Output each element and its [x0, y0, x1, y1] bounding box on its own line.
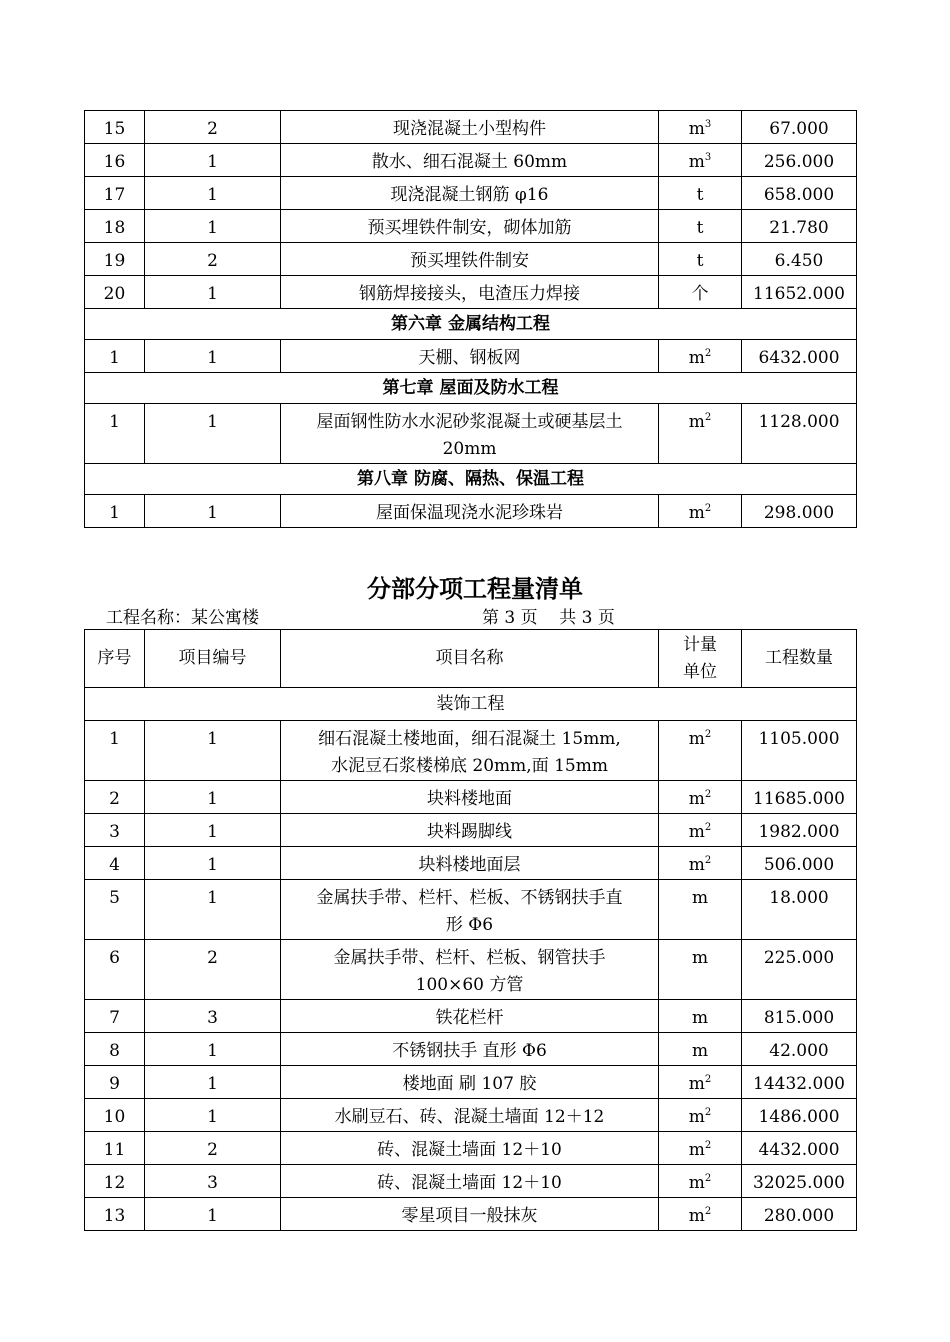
- seq-cell: 1: [85, 495, 145, 528]
- code-cell: 2: [145, 243, 281, 276]
- table-row: [85, 1066, 857, 1099]
- code-cell: 1: [145, 495, 281, 528]
- table-header-row: [85, 630, 857, 688]
- item-name-cell: 砖、混凝土墙面 12＋10: [281, 1132, 659, 1165]
- code-cell: 1: [145, 340, 281, 373]
- seq-cell: 13: [85, 1198, 145, 1231]
- item-name-cell: 金属扶手带、栏杆、栏板、钢管扶手 100×60 方管: [281, 940, 659, 1000]
- table-row: [85, 243, 857, 276]
- seq-cell: 6: [85, 940, 145, 1000]
- code-cell: 1: [145, 1033, 281, 1066]
- table-row: [85, 1198, 857, 1231]
- unit-cell: $m^2$: [659, 1198, 742, 1231]
- table-row: [85, 144, 857, 177]
- unit-cell: $m^3$: [659, 144, 742, 177]
- quantity-cell: 506.000: [742, 847, 857, 880]
- seq-cell: 3: [85, 814, 145, 847]
- seq-cell: 2: [85, 781, 145, 814]
- table-row: [85, 781, 857, 814]
- item-name-cell: 块料楼地面层: [281, 847, 659, 880]
- table-row: [85, 340, 857, 373]
- seq-cell: 1: [85, 404, 145, 464]
- seq-cell: 1: [85, 721, 145, 781]
- table-row: [85, 404, 857, 464]
- unit-cell: 个: [659, 276, 742, 309]
- table-row: [85, 1000, 857, 1033]
- quantity-cell: 225.000: [742, 940, 857, 1000]
- table-row: [85, 1165, 857, 1198]
- seq-cell: 10: [85, 1099, 145, 1132]
- code-cell: 1: [145, 781, 281, 814]
- quantity-cell: 658.000: [742, 177, 857, 210]
- seq-cell: 7: [85, 1000, 145, 1033]
- code-cell: 1: [145, 1198, 281, 1231]
- quantity-cell: 280.000: [742, 1198, 857, 1231]
- header-quantity: 工程数量: [742, 630, 857, 688]
- code-cell: 1: [145, 1099, 281, 1132]
- code-cell: 1: [145, 210, 281, 243]
- unit-cell: $m^2$: [659, 495, 742, 528]
- code-cell: 1: [145, 276, 281, 309]
- header-name: 项目名称: [281, 630, 659, 688]
- table-row: [85, 721, 857, 781]
- quantity-cell: 42.000: [742, 1033, 857, 1066]
- table-row: [85, 1033, 857, 1066]
- quantity-cell: 67.000: [742, 111, 857, 144]
- quantity-cell: 11652.000: [742, 276, 857, 309]
- table-row: [85, 880, 857, 940]
- code-cell: 1: [145, 721, 281, 781]
- quantity-cell: 298.000: [742, 495, 857, 528]
- table-row: [85, 177, 857, 210]
- chapter-heading-row: [85, 373, 857, 404]
- code-cell: 2: [145, 940, 281, 1000]
- seq-cell: 9: [85, 1066, 145, 1099]
- quantity-cell: 1486.000: [742, 1099, 857, 1132]
- table-row: [85, 940, 857, 1000]
- section-heading-row: [85, 688, 857, 721]
- quantity-cell: 21.780: [742, 210, 857, 243]
- project-name: 工程名称：某公寓楼: [106, 608, 259, 628]
- seq-cell: 4: [85, 847, 145, 880]
- seq-cell: 8: [85, 1033, 145, 1066]
- seq-cell: 20: [85, 276, 145, 309]
- item-name-cell: 不锈钢扶手 直形 Φ6: [281, 1033, 659, 1066]
- page-number-info: 第 3 页 共 3 页: [482, 608, 615, 628]
- unit-cell: t: [659, 177, 742, 210]
- item-name-cell: 现浇混凝土小型构件: [281, 111, 659, 144]
- unit-cell: m: [659, 880, 742, 940]
- unit-cell: m: [659, 1033, 742, 1066]
- unit-cell: m: [659, 940, 742, 1000]
- item-name-cell: 预买埋铁件制安，砌体加筋: [281, 210, 659, 243]
- quantity-cell: 1982.000: [742, 814, 857, 847]
- item-name-cell: 现浇混凝土钢筋 φ16: [281, 177, 659, 210]
- quantity-cell: 14432.000: [742, 1066, 857, 1099]
- table-row: [85, 1099, 857, 1132]
- seq-cell: 15: [85, 111, 145, 144]
- item-name-cell: 水刷豆石、砖、混凝土墙面 12＋12: [281, 1099, 659, 1132]
- code-cell: 1: [145, 814, 281, 847]
- unit-cell: t: [659, 243, 742, 276]
- item-name-cell: 天棚、钢板网: [281, 340, 659, 373]
- seq-cell: 16: [85, 144, 145, 177]
- table-row: [85, 1132, 857, 1165]
- seq-cell: 11: [85, 1132, 145, 1165]
- item-name-cell: 屋面保温现浇水泥珍珠岩: [281, 495, 659, 528]
- item-name-cell: 楼地面 刷 107 胶: [281, 1066, 659, 1099]
- table-row: [85, 111, 857, 144]
- seq-cell: 17: [85, 177, 145, 210]
- chapter-heading: 第七章 屋面及防水工程: [85, 373, 857, 404]
- unit-cell: $m^3$: [659, 111, 742, 144]
- quantity-cell: 256.000: [742, 144, 857, 177]
- header-code: 项目编号: [145, 630, 281, 688]
- quantity-cell: 1128.000: [742, 404, 857, 464]
- seq-cell: 5: [85, 880, 145, 940]
- code-cell: 2: [145, 1132, 281, 1165]
- unit-cell: $m^2$: [659, 721, 742, 781]
- item-name-cell: 细石混凝土楼地面，细石混凝土 15mm, 水泥豆石浆楼梯底 20mm,面 15mm: [281, 721, 659, 781]
- item-name-cell: 铁花栏杆: [281, 1000, 659, 1033]
- item-name-cell: 砖、混凝土墙面 12＋10: [281, 1165, 659, 1198]
- item-name-cell: 块料踢脚线: [281, 814, 659, 847]
- quantity-cell: 11685.000: [742, 781, 857, 814]
- quantity-cell: 18.000: [742, 880, 857, 940]
- item-name-cell: 预买埋铁件制安: [281, 243, 659, 276]
- quantity-cell: 815.000: [742, 1000, 857, 1033]
- table-row: [85, 276, 857, 309]
- item-name-cell: 零星项目一般抹灰: [281, 1198, 659, 1231]
- code-cell: 1: [145, 177, 281, 210]
- seq-cell: 1: [85, 340, 145, 373]
- unit-cell: $m^2$: [659, 847, 742, 880]
- quantity-cell: 32025.000: [742, 1165, 857, 1198]
- code-cell: 3: [145, 1165, 281, 1198]
- quantity-cell: 6432.000: [742, 340, 857, 373]
- item-name-cell: 金属扶手带、栏杆、栏板、不锈钢扶手直 形 Φ6: [281, 880, 659, 940]
- item-name-cell: 散水、细石混凝土 60mm: [281, 144, 659, 177]
- code-cell: 1: [145, 847, 281, 880]
- chapter-heading-row: [85, 464, 857, 495]
- chapter-heading: 第八章 防腐、隔热、保温工程: [85, 464, 857, 495]
- code-cell: 2: [145, 111, 281, 144]
- chapter-heading: 第六章 金属结构工程: [85, 309, 857, 340]
- unit-cell: t: [659, 210, 742, 243]
- header-seq: 序号: [85, 630, 145, 688]
- quantity-cell: 4432.000: [742, 1132, 857, 1165]
- code-cell: 1: [145, 880, 281, 940]
- document-title: 分部分项工程量清单: [367, 574, 583, 603]
- table-row: [85, 814, 857, 847]
- table-row: [85, 495, 857, 528]
- unit-cell: $m^2$: [659, 404, 742, 464]
- seq-cell: 12: [85, 1165, 145, 1198]
- header-unit: 计量 单位: [659, 630, 742, 688]
- item-name-cell: 屋面钢性防水水泥砂浆混凝土或硬基层土 20mm: [281, 404, 659, 464]
- unit-cell: $m^2$: [659, 814, 742, 847]
- seq-cell: 18: [85, 210, 145, 243]
- quantity-table: [84, 629, 857, 1231]
- seq-cell: 19: [85, 243, 145, 276]
- unit-cell: $m^2$: [659, 1066, 742, 1099]
- item-name-cell: 钢筋焊接接头，电渣压力焊接: [281, 276, 659, 309]
- section-heading: 装饰工程: [85, 688, 857, 721]
- unit-cell: $m^2$: [659, 1165, 742, 1198]
- quantity-cell: 6.450: [742, 243, 857, 276]
- quantity-cell: 1105.000: [742, 721, 857, 781]
- code-cell: 1: [145, 1066, 281, 1099]
- table-row: [85, 847, 857, 880]
- chapter-heading-row: [85, 309, 857, 340]
- unit-cell: $m^2$: [659, 1099, 742, 1132]
- unit-cell: $m^2$: [659, 340, 742, 373]
- unit-cell: $m^2$: [659, 1132, 742, 1165]
- code-cell: 1: [145, 144, 281, 177]
- code-cell: 1: [145, 404, 281, 464]
- item-name-cell: 块料楼地面: [281, 781, 659, 814]
- table-row: [85, 210, 857, 243]
- quantity-table-continued: [84, 110, 857, 528]
- unit-cell: m: [659, 1000, 742, 1033]
- code-cell: 3: [145, 1000, 281, 1033]
- unit-cell: $m^2$: [659, 781, 742, 814]
